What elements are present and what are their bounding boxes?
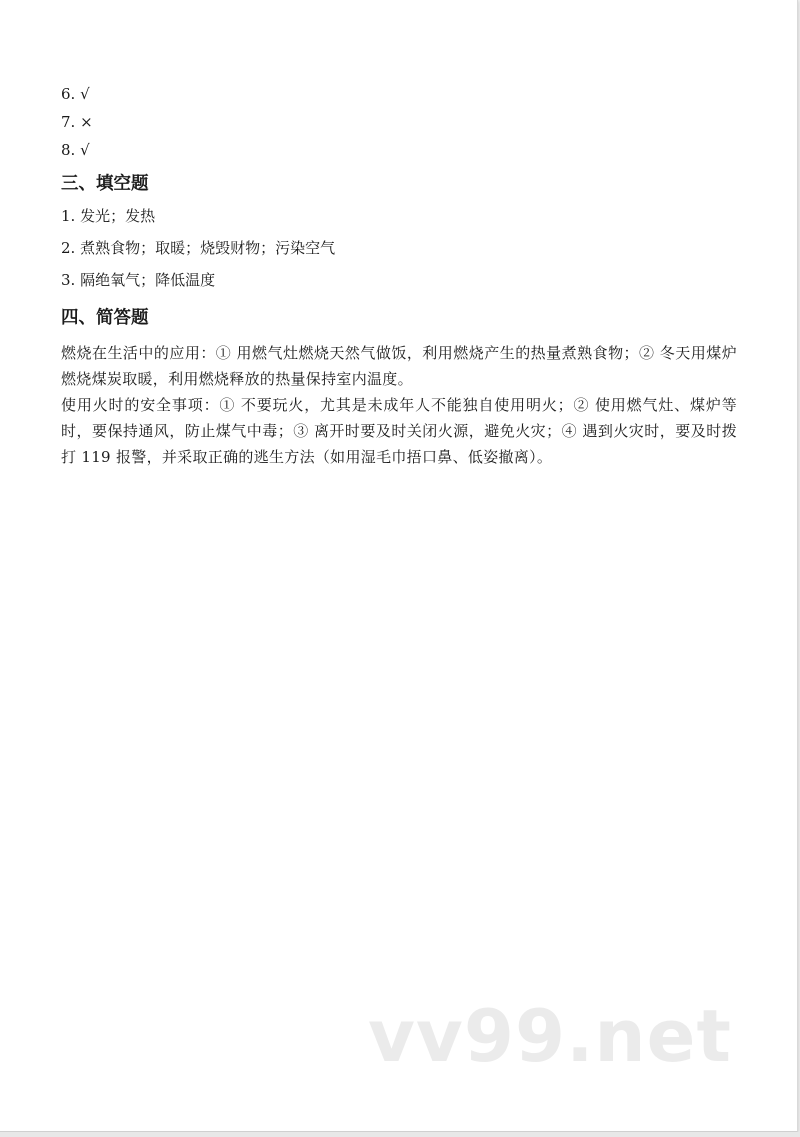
answer-line: 6. √: [61, 85, 90, 103]
short-answer-paragraph: 燃烧在生活中的应用：① 用燃气灶燃烧天然气做饭，利用燃烧产生的热量煮熟食物；② 冬天用煤炉燃烧煤炭取暖，利用燃烧释放的热量保持室内温度。: [61, 344, 737, 388]
fill-blank-answers: [61, 206, 737, 302]
fill-blank-answer: 3. 隔绝氧气；降低温度: [61, 271, 216, 289]
judgment-answers: [61, 84, 737, 168]
section-heading-fill-blank: 三、填空题: [61, 174, 149, 194]
answer-line: 8. √: [61, 141, 90, 159]
page-bottom-edge: [0, 1132, 800, 1137]
short-answer-paragraph: 使用火时的安全事项：① 不要玩火，尤其是未成年人不能独自使用明火；② 使用燃气灶、煤炉等时，要保持通风，防止煤气中毒；③ 离开时要及时关闭火源，避免火灾；④ 遇到火灾时，要及时拨打 119 报警，并采取正确的逃生方法（如用湿毛巾捂口鼻、低姿撤离）。: [61, 396, 737, 466]
answer-line: 7. ×: [61, 113, 93, 131]
fill-blank-answer: 1. 发光；发热: [61, 207, 156, 225]
short-answer-body: [61, 340, 737, 470]
watermark: vv99.net: [368, 994, 732, 1078]
section-heading-short-answer: 四、简答题: [61, 308, 149, 328]
fill-blank-answer: 2. 煮熟食物；取暖；烧毁财物；污染空气: [61, 239, 336, 257]
answer-content: [61, 84, 737, 470]
